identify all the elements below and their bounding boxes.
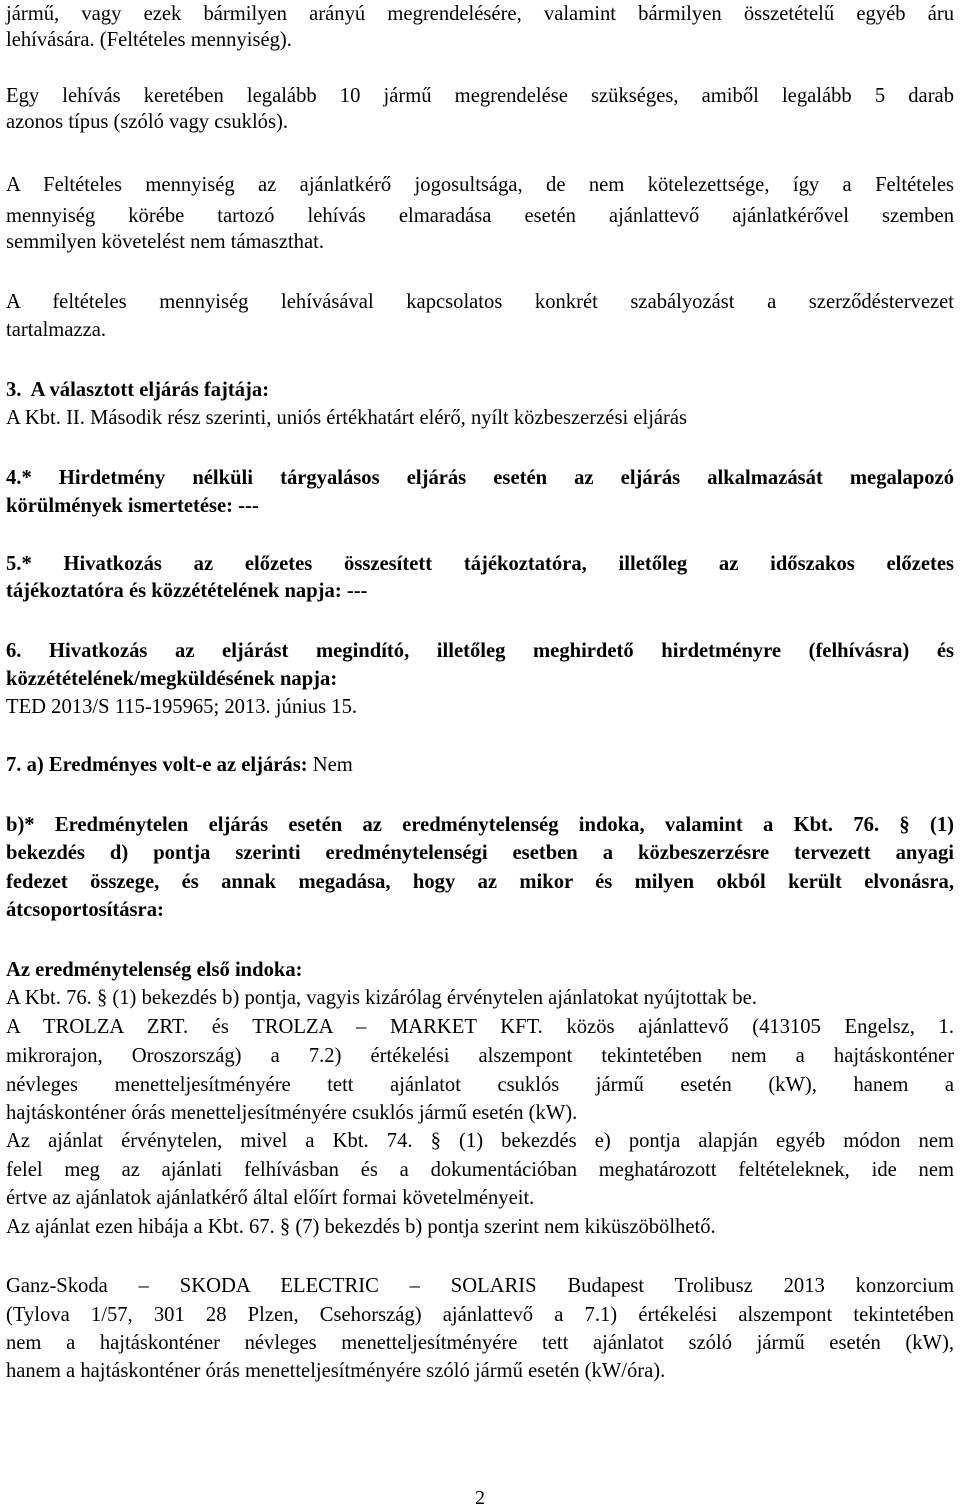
- section-7b-heading: b)* Eredménytelen eljárás esetén az eredménytelenség indoka, valamint a Kbt. 76. § (1): [6, 814, 954, 836]
- section-3-text: A Kbt. II. Második rész szerinti, uniós értékhatárt elérő, nyílt közbeszerzési eljárás: [6, 407, 688, 429]
- section-4-heading: körülmények ismertetése: ---: [6, 495, 259, 517]
- section-4-heading: 4.* Hirdetmény nélküli tárgyalásos eljárás esetén az eljárás alkalmazását megalapozó: [6, 467, 954, 489]
- paragraph-line: tartalmazza.: [6, 319, 107, 341]
- paragraph-line: mennyiség körébe tartozó lehívás elmaradása esetén ajánlattevő ajánlatkérővel szemben: [6, 205, 954, 227]
- section-6-reference: TED 2013/S 115-195965; 2013. június 15.: [6, 696, 358, 718]
- section-7b-heading: bekezdés d) pontja szerinti eredménytelenségi esetben a közbeszerzésre tervezett anyagi: [6, 842, 954, 864]
- paragraph-line: semmilyen követelést nem támaszthat.: [6, 231, 324, 253]
- paragraph-line: (Tylova 1/57, 301 28 Plzen, Csehország) ajánlattevő a 7.1) értékelési alszempont tekintetében: [6, 1304, 954, 1326]
- page-number: 2: [475, 1487, 485, 1509]
- paragraph-line: Az ajánlat ezen hibája a Kbt. 67. § (7) bekezdés b) pontja szerint nem kiküszöbölhető.: [6, 1216, 716, 1238]
- paragraph-line: A TROLZA ZRT. és TROLZA – MARKET KFT. közös ajánlattevő (413105 Engelsz, 1.: [6, 1016, 954, 1038]
- section-5-heading: tájékoztatóra és közzétételének napja: ---: [6, 580, 368, 602]
- section-5-heading: 5.* Hivatkozás az előzetes összesített tájékoztatóra, illetőleg az időszakos előzetes: [6, 553, 954, 575]
- reason-1-heading: Az eredménytelenség első indoka:: [6, 959, 303, 981]
- paragraph-line: A Kbt. 76. § (1) bekezdés b) pontja, vagyis kizárólag érvénytelen ajánlatokat nyújtottak be.: [6, 987, 757, 1009]
- section-6-heading: közzétételének/megküldésének napja:: [6, 668, 338, 690]
- paragraph-line: értve az ajánlatok ajánlatkérő által előírt formai követelményeit.: [6, 1187, 535, 1209]
- paragraph-line: A feltételes mennyiség lehívásával kapcsolatos konkrét szabályozást a szerződéstervezet: [6, 291, 954, 313]
- paragraph-line: nem a hajtáskonténer névleges menetteljesítményére tett ajánlatot szóló jármű esetén (kW),: [6, 1332, 954, 1354]
- paragraph-line: hanem a hajtáskonténer órás menetteljesítményére szóló jármű esetén (kW/óra).: [6, 1360, 666, 1382]
- section-7b-heading: átcsoportosításra:: [6, 899, 164, 921]
- paragraph-line: felel meg az ajánlati felhívásban és a dokumentációban meghatározott feltételeknek, ide nem: [6, 1159, 954, 1181]
- paragraph-line: Az ajánlat érvénytelen, mivel a Kbt. 74. § (1) bekezdés e) pontja alapján egyéb módon nem: [6, 1130, 954, 1152]
- section-7a-label: 7. a) Eredményes volt-e az eljárás:: [6, 754, 308, 776]
- paragraph-line: azonos típus (szóló vagy csuklós).: [6, 111, 288, 133]
- paragraph-line: jármű, vagy ezek bármilyen arányú megrendelésére, valamint bármilyen összetételű egyéb áru: [6, 3, 954, 25]
- paragraph-line: Ganz-Skoda – SKODA ELECTRIC – SOLARIS Budapest Trolibusz 2013 konzorcium: [6, 1275, 954, 1297]
- paragraph-line: Egy lehívás keretében legalább 10 jármű megrendelése szükséges, amiből legalább 5 darab: [6, 85, 954, 107]
- section-3-heading: 3. A választott eljárás fajtája:: [6, 379, 270, 401]
- paragraph-line: hajtáskonténer órás menetteljesítményére csuklós jármű esetén (kW).: [6, 1102, 578, 1124]
- section-7a: [6, 752, 954, 778]
- paragraph-line: lehívására. (Feltételes mennyiség).: [6, 29, 292, 51]
- paragraph-line: mikrorajon, Oroszország) a 7.2) értékelési alszempont tekintetében nem a hajtáskonténer: [6, 1045, 954, 1067]
- section-6-heading: 6. Hivatkozás az eljárást megindító, illetőleg meghirdető hirdetményre (felhívásra) és: [6, 640, 954, 662]
- paragraph-line: A Feltételes mennyiség az ajánlatkérő jogosultsága, de nem kötelezettsége, így a Feltételes: [6, 174, 954, 196]
- paragraph-line: névleges menetteljesítményére tett ajánlatot csuklós jármű esetén (kW), hanem a: [6, 1074, 954, 1096]
- section-7b-heading: fedezet összege, és annak megadása, hogy az mikor és milyen okból került elvonásra,: [6, 871, 954, 893]
- section-7a-value: Nem: [307, 754, 353, 776]
